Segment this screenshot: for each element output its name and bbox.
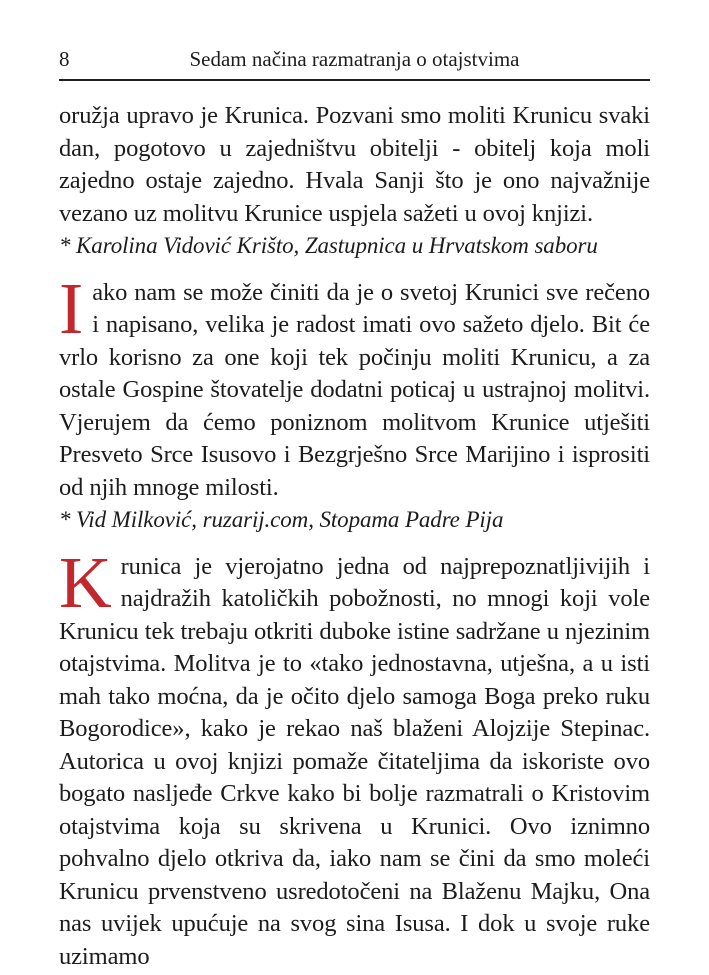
page-body (59, 100, 650, 973)
paragraph-text: ako nam se može činiti da je o svetoj Krunici sve rečeno i napisano, velika je radost imati ovo sažeto djelo. Bit će vrlo korisno za one koji tek počinju moliti Krunicu, a za ostale Gospine štovatelje dodatni poticaj u ustrajnoj molitvi. Vjerujem da ćemo poniznom molitvom Krunice utješiti Presveto Srce Isusovo i Bezgrješno Srce Marijino i isprositi od njih mnoge milosti. (59, 278, 650, 501)
paragraph-continuation: oružja upravo je Krunica. Pozvani smo moliti Krunicu svaki dan, pogotovo u zajedništvu obitelji - obitelj koja moli zajedno ostaje zajedno. Hvala Sanji što je ono najvažnije vezano uz molitvu Krunice uspjela sažeti u ovoj knjizi. (59, 102, 650, 227)
attribution-karolina: * Karolina Vidović Krišto, Zastupnica u Hrvatskom saboru (59, 233, 598, 258)
attribution-vid: * Vid Milković, ruzarij.com, Stopama Padre Pija (59, 507, 504, 532)
running-title: Sedam načina razmatranja o otajstvima (189, 47, 520, 71)
paragraph-krunica (59, 541, 650, 974)
dropcap-letter-i: I (59, 267, 84, 349)
dropcap-letter-k: K (59, 541, 112, 623)
paragraph-text: runica je vjerojatno jedna od najprepoznatljivijih i najdražih katoličkih pobožnosti, no mnogi koji vole Krunicu tek trebaju otkriti duboke istine sadržane u njezinim otajstvima. Molitva je to «tako jednostavna, utješna, a u isti mah tako moćna, da je očito djelo samoga Boga preko ruku Bogorodice», kako je rekao naš blaženi Alojzije Stepinac. Autorica u ovoj knjizi pomaže čitateljima da iskoriste ovo bogato nasljeđe Crkve kako bi bolje razmatrali o Kristovim otajstvima koja su skrivena u Krunici. Ovo iznimno pohvalno djelo otkriva da, iako nam se čini da smo moleći Krunicu prvenstveno usredotočeni na Blaženu Majku, Ona nas uvijek upućuje na svog sina Isusa. I dok u svoje ruke uzimamo (59, 552, 650, 970)
page-number: 8 (59, 47, 70, 71)
paragraph-iako (59, 267, 650, 505)
running-header (59, 46, 650, 81)
